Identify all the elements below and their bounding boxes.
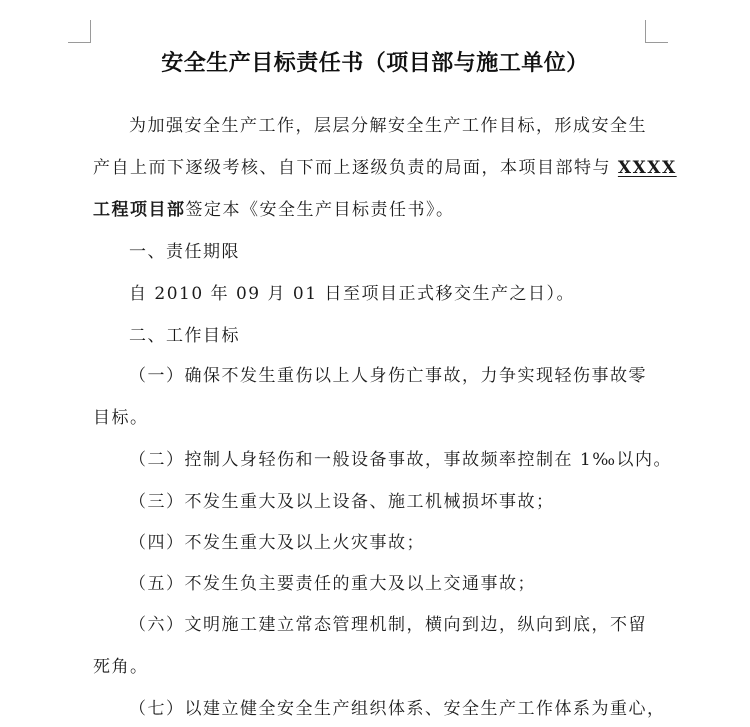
party-name: XXXX xyxy=(617,158,677,178)
goal-item-7-line-1: （七）以建立健全安全生产组织体系、安全生产工作体系为重心， xyxy=(129,699,666,719)
party-project-dept: 工程项目部 xyxy=(93,200,186,220)
section-2-heading: 二、工作目标 xyxy=(129,326,240,346)
document-title: 安全生产目标责任书（项目部与施工单位） xyxy=(161,51,589,76)
intro-line-1: 为加强安全生产工作，层层分解安全生产工作目标，形成安全生 xyxy=(129,116,647,136)
intro-line-2-text: 产自上而下逐级考核、自下而上逐级负责的局面，本项目部特与 xyxy=(93,158,618,178)
intro-line-2 xyxy=(93,147,677,189)
goal-item-4: （四）不发生重大及以上火灾事故； xyxy=(129,533,425,553)
goal-item-1-line-1: （一）确保不发生重伤以上人身伤亡事故，力争实现轻伤事故零 xyxy=(129,366,647,386)
section-1-heading: 一、责任期限 xyxy=(129,242,240,262)
intro-line-3-text: 签定本《安全生产目标责任书》。 xyxy=(185,200,455,220)
goal-item-2: （二）控制人身轻伤和一般设备事故，事故频率控制在 1‰以内。 xyxy=(129,450,673,470)
goal-item-5: （五）不发生负主要责任的重大及以上交通事故； xyxy=(129,574,536,594)
goal-item-6-line-2: 死角。 xyxy=(93,657,149,677)
goal-item-6-line-1: （六）文明施工建立常态管理机制，横向到边，纵向到底，不留 xyxy=(129,615,647,635)
section-1-period: 自 2010 年 09 月 01 日至项目正式移交生产之日）。 xyxy=(129,284,575,304)
goal-item-3: （三）不发生重大及以上设备、施工机械损坏事故； xyxy=(129,492,555,512)
page-corner-mark-top-left xyxy=(68,20,91,43)
intro-line-3 xyxy=(93,189,648,231)
page-corner-mark-top-right xyxy=(645,20,668,43)
goal-item-1-line-2: 目标。 xyxy=(93,408,149,428)
